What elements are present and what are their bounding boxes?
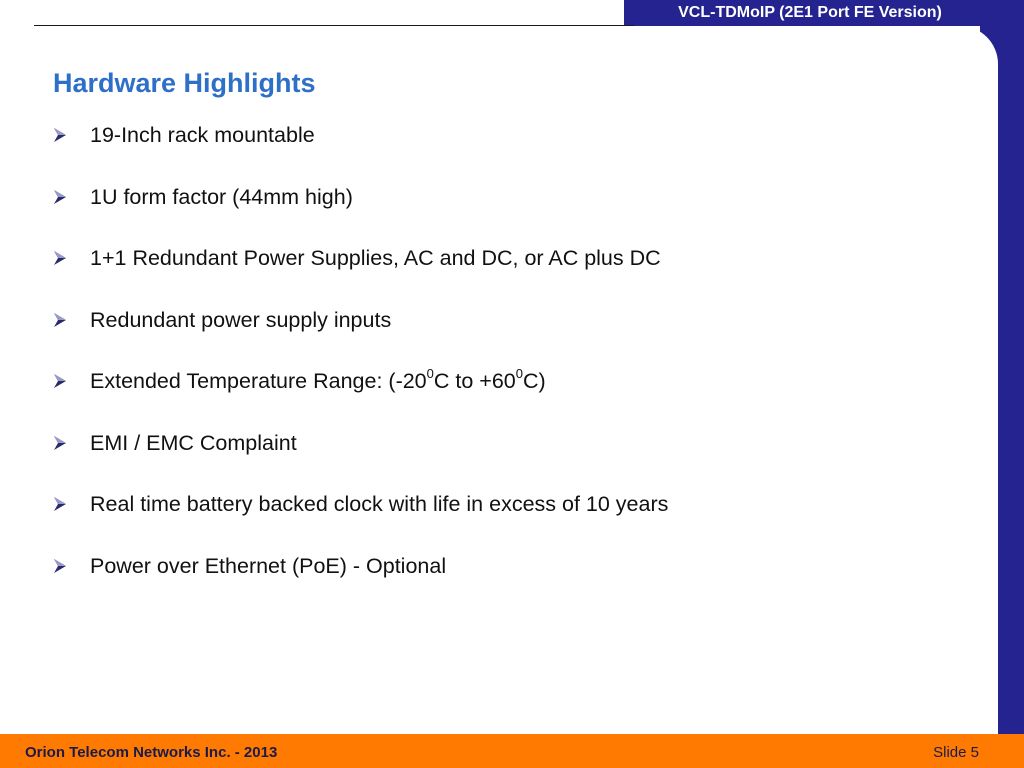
degree-superscript: 0 <box>426 365 434 381</box>
bullet-text: Real time battery backed clock with life in excess of 10 years <box>90 492 669 516</box>
temperature-middle: C to +60 <box>433 369 516 393</box>
arrow-bullet-icon <box>52 121 90 149</box>
arrow-bullet-icon <box>52 244 90 272</box>
list-item <box>52 552 668 614</box>
footer-company: Orion Telecom Networks Inc. - 2013 <box>25 744 278 761</box>
arrow-bullet-icon <box>52 183 90 211</box>
page-title: Hardware Highlights <box>53 68 316 98</box>
bullet-text: EMI / EMC Complaint <box>90 430 297 455</box>
temperature-prefix: Extended Temperature Range: (-20 <box>90 369 427 393</box>
temperature-suffix: C) <box>523 369 546 393</box>
list-item <box>52 367 668 429</box>
list-item <box>52 306 668 368</box>
list-item <box>52 121 668 183</box>
arrow-bullet-icon <box>52 367 90 395</box>
arrow-bullet-icon <box>52 490 90 518</box>
bullet-text: Redundant power supply inputs <box>90 307 392 332</box>
header-title: VCL-TDMoIP (2E1 Port FE Version) <box>678 4 942 21</box>
bullet-text: 1U form factor (44mm high) <box>90 184 353 209</box>
list-item <box>52 244 668 306</box>
slide-number: Slide 5 <box>933 744 979 761</box>
bullet-list <box>52 121 668 613</box>
right-rail <box>998 0 1024 734</box>
bullet-text <box>90 367 546 395</box>
arrow-bullet-icon <box>52 552 90 580</box>
list-item <box>52 183 668 245</box>
top-divider <box>34 25 634 26</box>
arrow-bullet-icon <box>52 429 90 457</box>
arrow-bullet-icon <box>52 306 90 334</box>
bullet-text: Power over Ethernet (PoE) - Optional <box>90 553 447 578</box>
list-item <box>52 429 668 491</box>
bullet-text: 19-Inch rack mountable <box>90 123 315 147</box>
list-item <box>52 490 668 552</box>
degree-superscript: 0 <box>515 365 523 381</box>
bullet-text: 1+1 Redundant Power Supplies, AC and DC, or AC plus DC <box>90 246 661 270</box>
